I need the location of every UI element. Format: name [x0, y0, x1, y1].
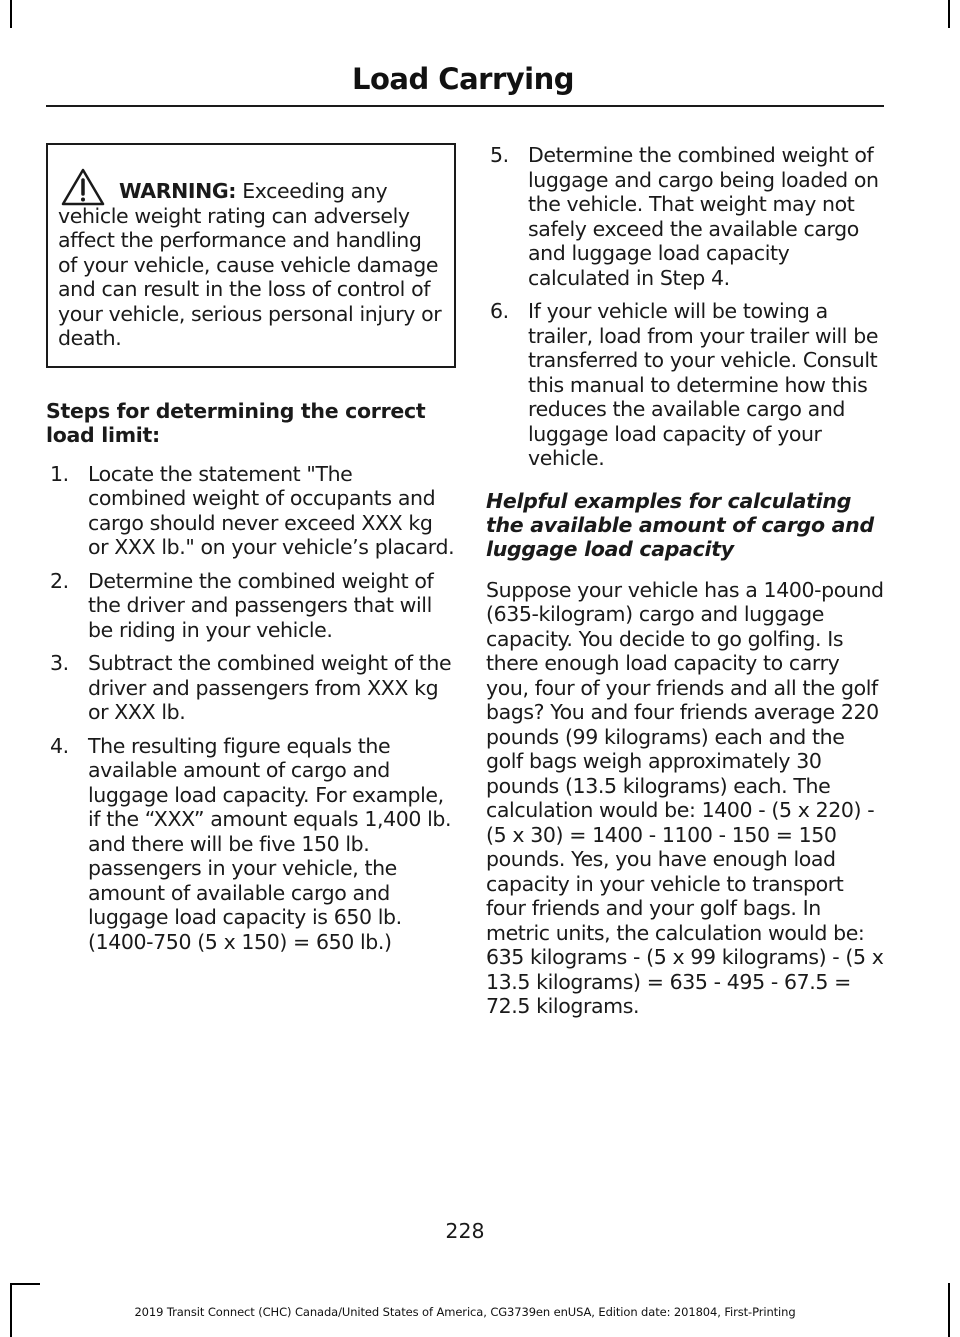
step-text: Determine the combined weight of the driver and passengers that will be riding in your vehicle.	[88, 568, 434, 642]
right-column	[486, 143, 884, 1019]
crop-mark	[948, 1283, 950, 1337]
left-column	[46, 143, 456, 963]
steps-list-continued	[486, 143, 884, 471]
crop-mark	[10, 0, 12, 28]
page-number: 228	[445, 1219, 485, 1243]
list-item	[46, 462, 456, 560]
list-item	[486, 143, 884, 290]
steps-list	[46, 462, 456, 955]
warning-box	[46, 143, 456, 368]
step-number: 3.	[50, 651, 69, 675]
warning-triangle-icon	[60, 167, 106, 207]
crop-mark	[10, 1283, 40, 1285]
step-text: If your vehicle will be towing a trailer, load from your trailer will be transferred to your vehicle. Consult this manual to determine how this reduces the available cargo and luggage load capacity of your vehicle.	[528, 299, 879, 470]
example-paragraph: Suppose your vehicle has a 1400-pound (635-kilogram) cargo and luggage capacity. You decide to go golfing. Is there enough load capacity to carry you, four of your friends and all the golf bags? You and four friends average 220 pounds (99 kilograms) each and the golf bags weigh approximately 30 pounds (13.5 kilograms) each. The calculation would be: 1400 - (5 x 220) - (5 x 30) = 1400 - 1100 - 150 = 150 pounds. Yes, you have enough load capacity in your vehicle to transport four friends and your golf bags. In metric units, the calculation would be: 635 kilograms - (5 x 99 kilograms) - (5 x 13.5 kilograms) = 635 - 495 - 67.5 = 72.5 kilograms.	[486, 577, 884, 1018]
step-number: 5.	[490, 143, 509, 167]
section-heading-examples: Helpful examples for calculating the available amount of cargo and luggage load capacity	[486, 488, 874, 561]
step-text: Subtract the combined weight of the driver and passengers from XXX kg or XXX lb.	[88, 651, 452, 724]
step-number: 4.	[50, 733, 69, 758]
list-item	[46, 651, 456, 725]
step-number: 6.	[490, 299, 509, 323]
list-item	[46, 734, 456, 955]
step-number: 1.	[50, 461, 69, 486]
crop-mark	[948, 0, 950, 28]
footer-edition-info: 2019 Transit Connect (CHC) Canada/United States of America, CG3739en enUSA, Edition date: 201804, First-Printing	[134, 1305, 796, 1319]
step-text: Determine the combined weight of luggage and cargo being loaded on the vehicle. That weight may not safely exceed the available cargo and luggage load capacity calculated in Step 4.	[528, 143, 879, 290]
list-item	[46, 569, 456, 643]
header-divider	[46, 105, 884, 107]
step-text: The resulting figure equals the available amount of cargo and luggage load capacity. For example, if the “XXX” amount equals 1,400 lb. and there will be five 150 lb. passengers in your vehicle, the amount of available cargo and luggage load capacity is 650 lb. (1400-750 (5 x 150) = 650 lb.)	[88, 733, 452, 954]
warning-label: WARNING:	[119, 179, 237, 203]
warning-text	[58, 179, 444, 351]
warning-body: Exceeding any vehicle weight rating can adversely affect the performance and handling of your vehicle, cause vehicle damage and can result in the loss of control of your vehicle, serious personal injury or death.	[58, 179, 442, 350]
page-title: Load Carrying	[351, 62, 574, 96]
step-number: 2.	[50, 568, 69, 593]
step-text: Locate the statement "The combined weight of occupants and cargo should never exceed XXX kg or XXX lb." on your vehicle’s placard.	[88, 461, 455, 559]
section-heading-load-limit: Steps for determining the correct load limit:	[46, 398, 426, 447]
list-item	[486, 299, 884, 471]
